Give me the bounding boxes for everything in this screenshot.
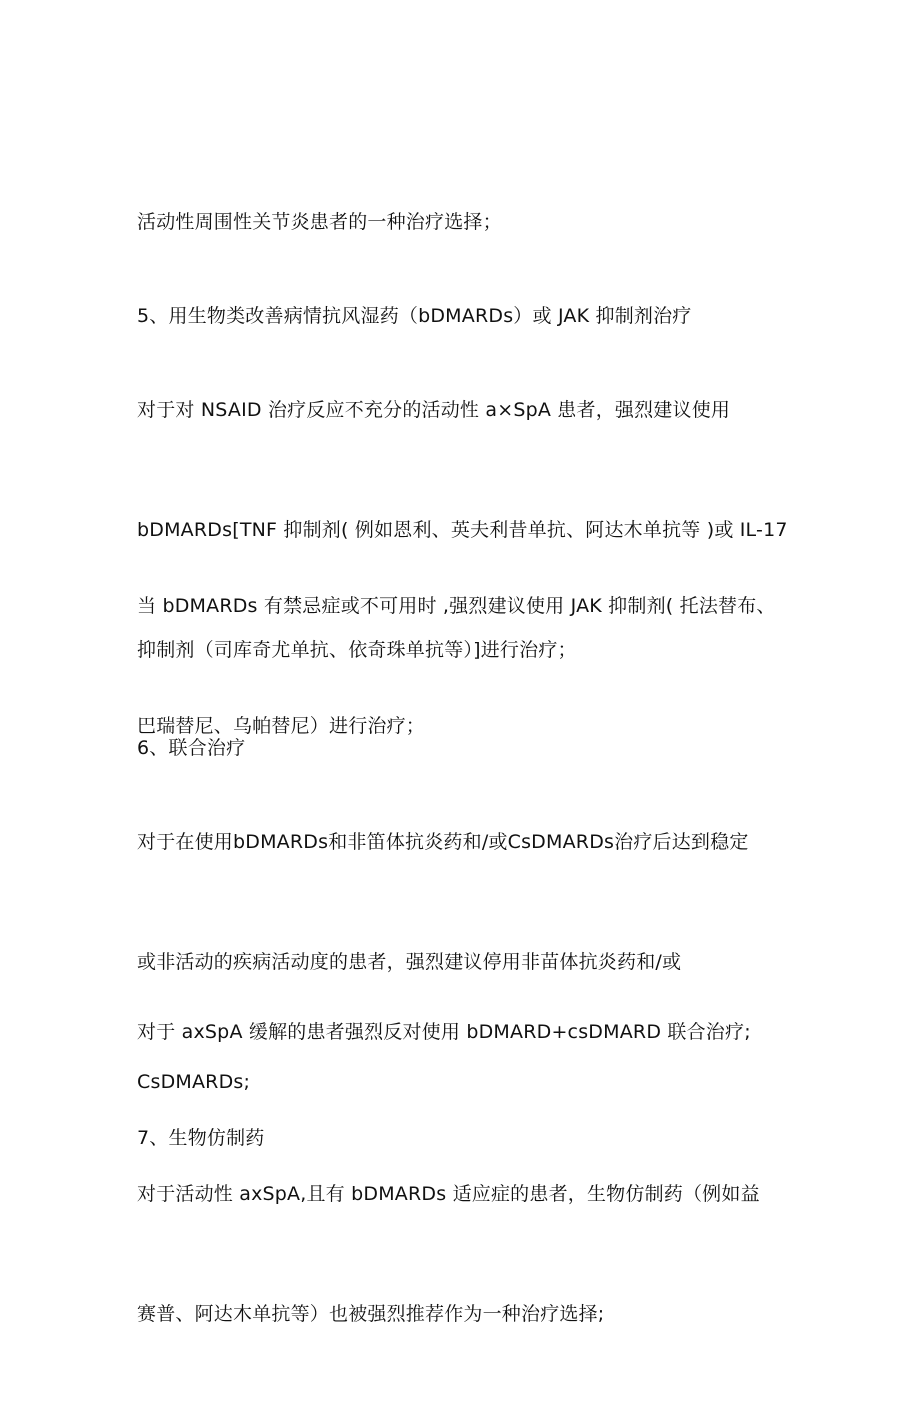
text-line: 对于对 NSAID 治疗反应不充分的活动性 a×SpA 患者，强烈建议使用 xyxy=(137,399,731,421)
text-line: 或非活动的疾病活动度的患者，强烈建议停用非苗体抗炎药和/或 xyxy=(137,951,682,973)
text-line: 6、联合治疗 xyxy=(137,737,246,759)
text-line: 活动性周围性关节炎患者的一种治疗选择； xyxy=(137,211,502,233)
text-line: 巴瑞替尼、乌帕替尼）进行治疗； xyxy=(137,715,426,737)
text-line: bDMARDs[TNF 抑制剂( 例如恩利、英夫利昔单抗、阿达木单抗等 )或 IL-17 xyxy=(137,519,788,541)
text-line: 对于在使用bDMARDs和非笛体抗炎药和/或CsDMARDs治疗后达到稳定 xyxy=(137,831,749,853)
text-line: 赛普、阿达木单抗等）也被强烈推荐作为一种治疗选择; xyxy=(137,1303,605,1325)
text-line: 7、生物仿制药 xyxy=(137,1127,265,1149)
paragraph-biosimilar-recommendation xyxy=(137,1094,797,1414)
text-line: 抑制剂（司库奇尤单抗、依奇珠单抗等）]进行治疗； xyxy=(137,639,577,661)
text-line: 对于 axSpA 缓解的患者强烈反对使用 bDMARD+csDMARD 联合治疗; xyxy=(137,1021,751,1043)
text-line: CsDMARDs; xyxy=(137,1071,251,1093)
text-line: 对于活动性 axSpA,且有 bDMARDs 适应症的患者，生物仿制药（例如益 xyxy=(137,1183,760,1205)
text-line: 当 bDMARDs 有禁忌症或不可用时 ,强烈建议使用 JAK 抑制剂( 托法替布、 xyxy=(137,595,776,617)
text-line: 5、用生物类改善病情抗风湿药（bDMARDs）或 JAK 抑制剂治疗 xyxy=(137,305,692,327)
